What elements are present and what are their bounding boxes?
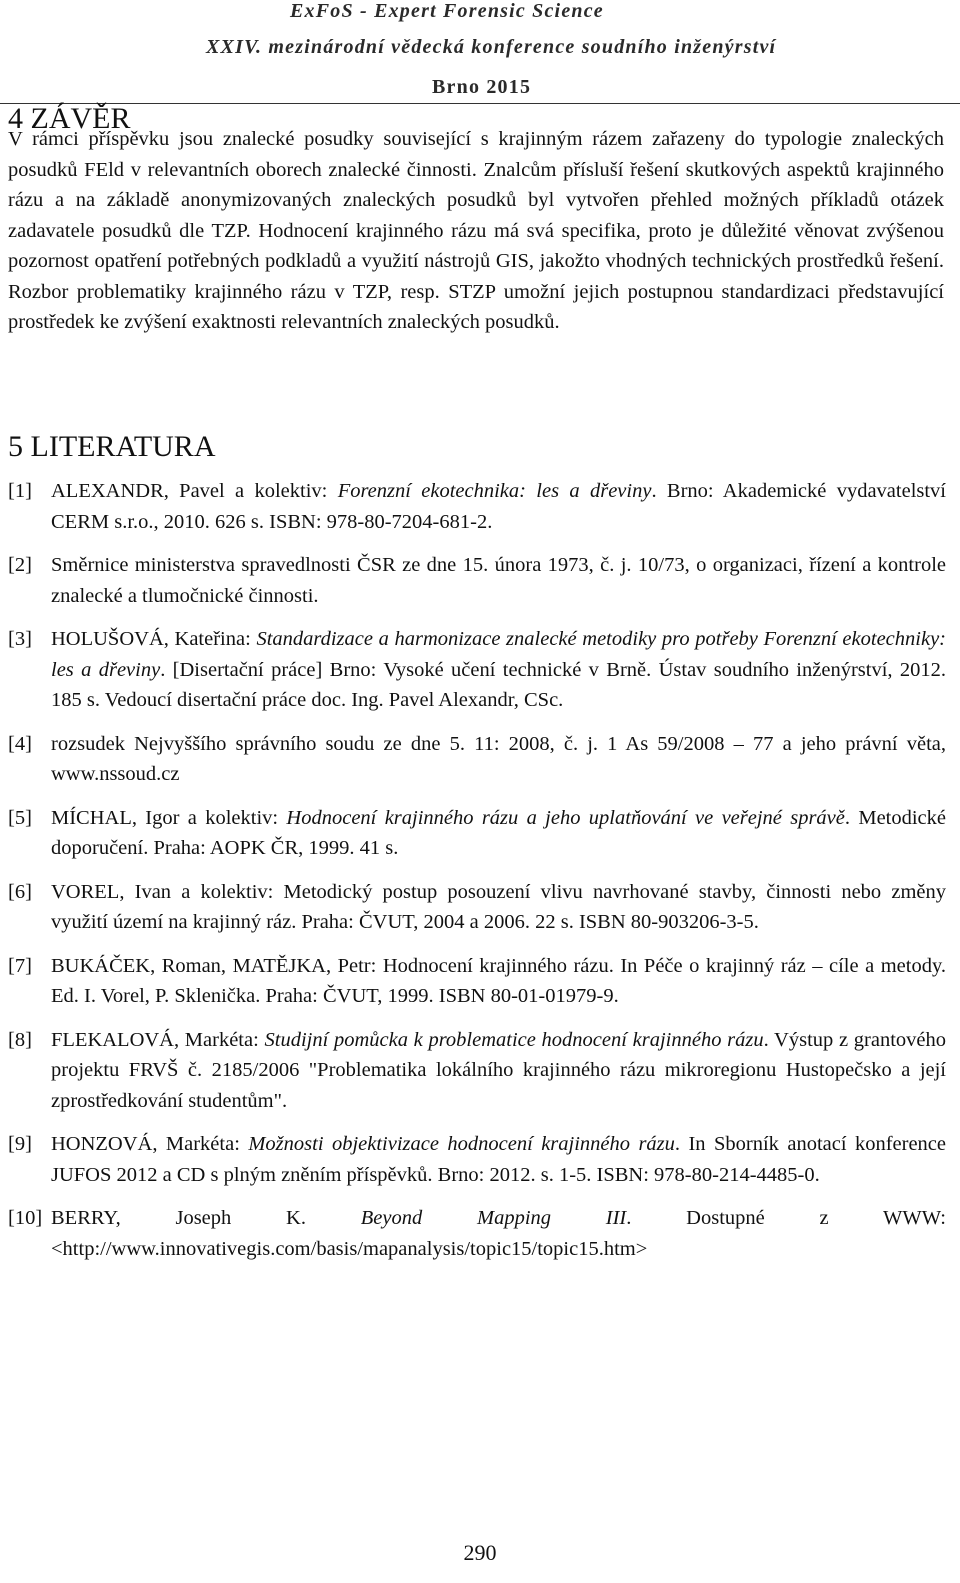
reference-text: FLEKALOVÁ, Markéta: (51, 1028, 265, 1051)
reference-item (8, 951, 946, 1012)
reference-number: [10] (8, 1207, 43, 1229)
reference-item (8, 1203, 946, 1264)
reference-item (8, 550, 946, 611)
reference-number: [2] (8, 554, 32, 576)
header-line-2: XXIV. mezinárodní vědecká konference soudního inženýrství (206, 36, 777, 58)
reference-item (8, 877, 946, 938)
reference-title: Hodnocení krajinného rázu a jeho uplatňování ve veřejné správě (286, 806, 845, 829)
reference-text: HONZOVÁ, Markéta: (51, 1133, 249, 1155)
reference-number: [6] (8, 880, 32, 903)
reference-number: [5] (8, 806, 32, 829)
reference-title: Forenzní ekotechnika: les a dřeviny (337, 480, 652, 502)
page-number: 290 (463, 1540, 497, 1565)
reference-item (8, 803, 946, 864)
reference-text-tail: . Výstup z grantového projektu FRVŠ č. 2185/2006 "Problematika lokálního krajinného rázu mikroregionu Hustopečsko a její zprostředkování studentům". (51, 1028, 946, 1112)
reference-text: Směrnice ministerstva spravedlnosti ČSR ze dne 15. února 1973, č. j. 10/73, o organizaci, řízení a kontrole znalecké a tlumočnické činnosti. (51, 554, 946, 607)
reference-text: BERRY, Joseph K. (51, 1207, 361, 1229)
reference-title: Možnosti objektivizace hodnocení krajinného rázu (248, 1133, 675, 1155)
reference-text-tail: . Brno: Akademické vydavatelství CERM s.r.o., 2010. 626 s. ISBN: 978-80-7204-681-2. (51, 480, 947, 533)
header-line-1: ExFoS - Expert Forensic Science (290, 0, 604, 22)
reference-number: [4] (8, 732, 32, 755)
section-4-title: 4 ZÁVĚR (8, 102, 131, 135)
section-5-title: 5 LITERATURA (8, 430, 216, 463)
reference-item (8, 624, 946, 716)
reference-list (8, 476, 946, 1277)
header-line-3: Brno 2015 (432, 76, 532, 98)
reference-text: ALEXANDR, Pavel a kolektiv: (51, 480, 338, 502)
reference-item (8, 1129, 946, 1190)
reference-item (8, 1025, 946, 1117)
reference-item (8, 729, 946, 790)
reference-number: [7] (8, 954, 32, 977)
reference-text-tail: . [Disertační práce] Brno: Vysoké učení technické v Brně. Ústav soudního inženýrství, 2012. 185 s. Vedoucí disertační práce doc. Ing. Pavel Alexandr, CSc. (51, 658, 946, 711)
reference-title: Studijní pomůcka k problematice hodnocení krajinného rázu (264, 1028, 764, 1051)
reference-text-tail: . In Sborník anotací konference JUFOS 2012 a CD s plným zněním příspěvků. Brno: 2012. s. 1-5. ISBN: 978-80-214-4485-0. (51, 1133, 947, 1186)
reference-item (8, 476, 946, 537)
section-4-paragraph: V rámci příspěvku jsou znalecké posudky související s krajinným rázem zařazeny do typologie znaleckých posudků FEld v relevantních oborech znalecké činnosti. Znalcům přísluší řešení skutkových aspektů krajinného rázu a na základě anonymizovaných znaleckých posudků byl vytvořen přehled možných příkladů otázek zadavatele posudků dle TZP. Hodnocení krajinného rázu má svá specifika, proto je důležité věnovat zvýšenou pozornost opatření potřebných podkladů a využití nástrojů GIS, jakožto vhodných technických prostředků řešení. Rozbor problematiky krajinného rázu v TZP, resp. STZP umožní jejich postupnou standardizaci představující prostředek ke zvýšení exaktnosti relevantních znaleckých posudků. (8, 128, 944, 333)
reference-text: rozsudek Nejvyššího správního soudu ze dne 5. 11: 2008, č. j. 1 As 59/2008 – 77 a jeho právní věta, www.nssoud.cz (51, 732, 946, 785)
reference-number: [9] (8, 1133, 32, 1155)
reference-number: [3] (8, 628, 32, 650)
reference-text: HOLUŠOVÁ, Kateřina: (51, 628, 257, 650)
reference-title: Standardizace a harmonizace znalecké metodiky pro potřeby Forenzní ekotechniky: les a dřeviny (51, 628, 946, 681)
header-rule (0, 103, 960, 104)
reference-text-tail: . Metodické doporučení. Praha: AOPK ČR, 1999. 41 s. (51, 806, 947, 859)
reference-text: VOREL, Ivan a kolektiv: Metodický postup posouzení vlivu navrhované stavby, činnosti nebo změny využití území na krajinný ráz. Praha: ČVUT, 2004 a 2006. 22 s. ISBN 80-903206-3-5. (51, 880, 946, 933)
reference-number: [8] (8, 1028, 32, 1051)
reference-text: MÍCHAL, Igor a kolektiv: (51, 806, 287, 829)
reference-text-tail: . Dostupné z WWW: <http://www.innovativegis.com/basis/mapanalysis/topic15/topic15.htm> (51, 1207, 946, 1260)
reference-number: [1] (8, 480, 32, 502)
reference-text: BUKÁČEK, Roman, MATĚJKA, Petr: Hodnocení krajinného rázu. In Péče o krajinný ráz – cíle a metody. Ed. I. Vorel, P. Sklenička. Praha: ČVUT, 1999. ISBN 80-01-01979-9. (51, 954, 946, 1007)
reference-title: Beyond Mapping III (360, 1207, 627, 1229)
